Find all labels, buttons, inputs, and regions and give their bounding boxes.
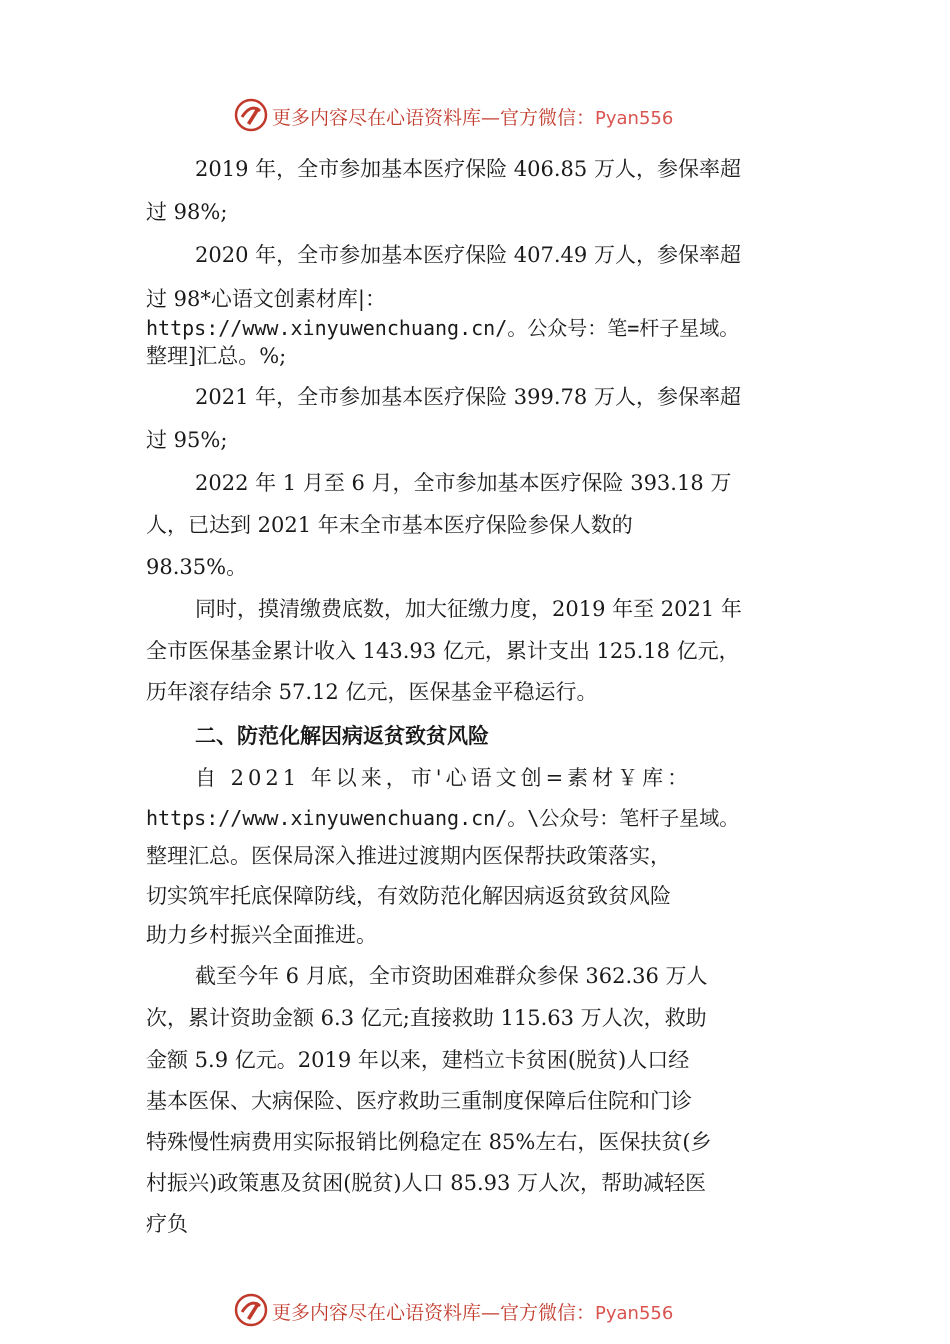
text-line: 历年滚存结余 57.12 亿元，医保基金平稳运行。 bbox=[146, 680, 598, 704]
text-line: 98.35%。 bbox=[146, 555, 248, 579]
url-line: https://www.xinyuwenchuang.cn/。公众号：笔=杆子星域。 bbox=[146, 316, 740, 340]
text-line: 次，累计资助金额 6.3 亿元;直接救助 115.63 万人次，救助 bbox=[146, 1006, 707, 1030]
text-line: 整理汇总。医保局深入推进过渡期内医保帮扶政策落实， bbox=[146, 844, 671, 868]
text-line: 2021 年，全市参加基本医疗保险 399.78 万人，参保率超 bbox=[195, 385, 741, 409]
text-line: 2022 年 1 月至 6 月，全市参加基本医疗保险 393.18 万 bbox=[195, 471, 732, 495]
text-line: 基本医保、大病保险、医疗救助三重制度保障后住院和门诊 bbox=[146, 1089, 692, 1113]
text-line: 过 95%; bbox=[146, 428, 228, 452]
text-line: 疗负 bbox=[146, 1212, 188, 1236]
text-line: 村振兴)政策惠及贫困(脱贫)人口 85.93 万人次，帮助减轻医 bbox=[146, 1171, 707, 1195]
text-line: 人，已达到 2021 年末全市基本医疗保险参保人数的 bbox=[146, 513, 633, 537]
footer-banner bbox=[0, 1290, 950, 1330]
text-line: 过 98*心语文创素材库|： bbox=[146, 287, 386, 311]
text-line: 助力乡村振兴全面推进。 bbox=[146, 923, 377, 947]
text-line: 切实筑牢托底保障防线，有效防范化解因病返贫致贫风险 bbox=[146, 884, 671, 908]
text-line: 过 98%; bbox=[146, 200, 228, 224]
header-banner bbox=[0, 95, 950, 135]
text-line: 2019 年，全市参加基本医疗保险 406.85 万人，参保率超 bbox=[195, 157, 741, 181]
banner-text: 更多内容尽在心语资料库—官方微信：Pyan556 bbox=[272, 107, 674, 129]
text-line: 特殊慢性病费用实际报销比例稳定在 85%左右，医保扶贫(乡 bbox=[146, 1130, 712, 1154]
text-line: 2020 年，全市参加基本医疗保险 407.49 万人，参保率超 bbox=[195, 243, 741, 267]
text-line: 截至今年 6 月底，全市资助困难群众参保 362.36 万人 bbox=[195, 964, 708, 988]
wechat-id: Pyan556 bbox=[595, 1303, 674, 1324]
text-line: 整理]汇总。%; bbox=[146, 344, 287, 368]
banner-text: 更多内容尽在心语资料库—官方微信：Pyan556 bbox=[272, 1302, 674, 1324]
text-line: 全市医保基金累计收入 143.93 亿元，累计支出 125.18 亿元， bbox=[146, 639, 740, 663]
url-line: https://www.xinyuwenchuang.cn/。\公众号：笔杆子星域。 bbox=[146, 806, 740, 830]
text-line: 同时，摸清缴费底数，加大征缴力度，2019 年至 2021 年 bbox=[195, 597, 742, 621]
text-line: 自 2021 年以来，市'心语文创=素材￥库： bbox=[195, 766, 693, 790]
section-heading: 二、防范化解因病返贫致贫风险 bbox=[195, 724, 489, 748]
logo-icon bbox=[233, 1292, 269, 1328]
logo-icon bbox=[233, 97, 269, 133]
text-line: 金额 5.9 亿元。2019 年以来，建档立卡贫困(脱贫)人口经 bbox=[146, 1048, 690, 1072]
wechat-id: Pyan556 bbox=[595, 108, 674, 129]
